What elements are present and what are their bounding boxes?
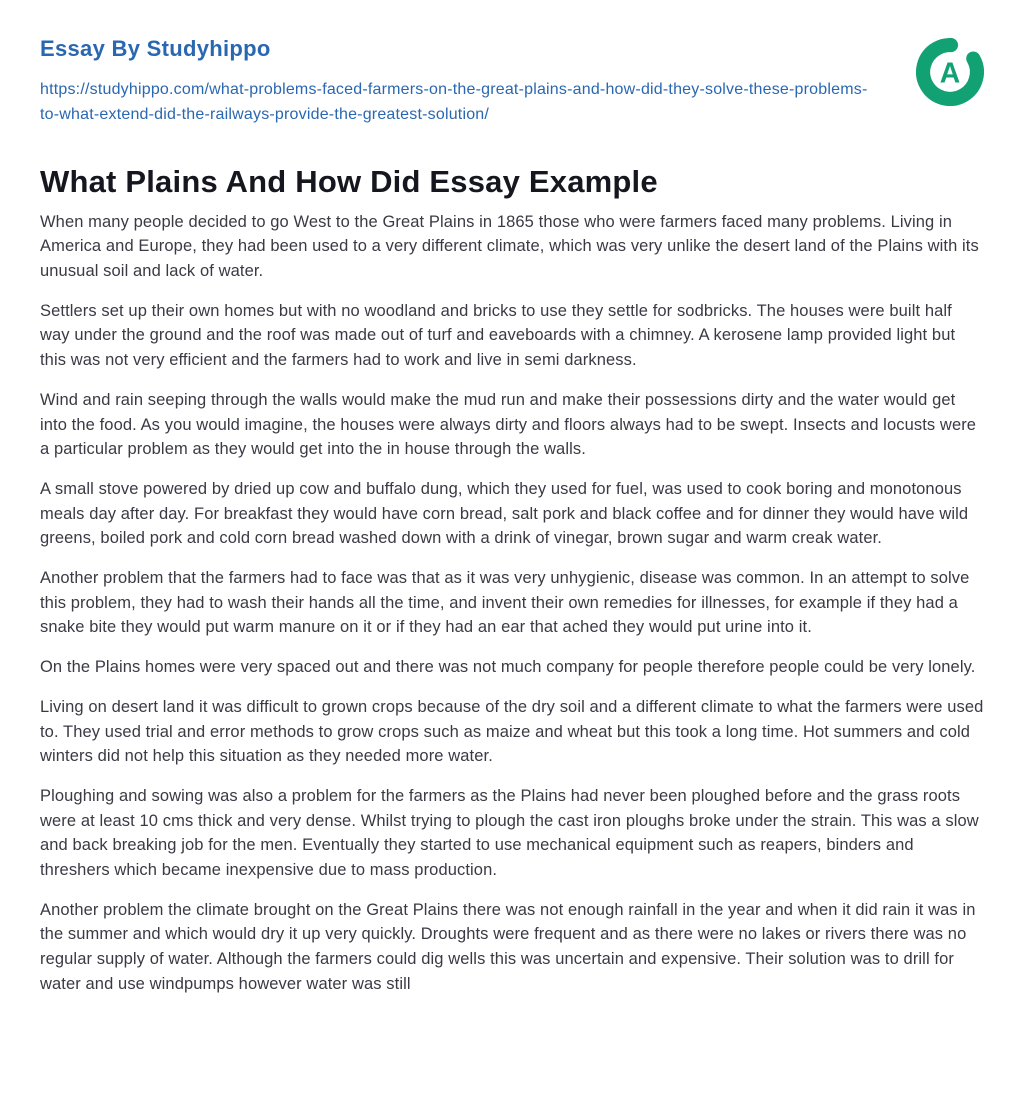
essay-body: [40, 210, 984, 997]
byline: Essay By Studyhippo: [40, 36, 271, 61]
studyhippo-logo-icon: [916, 38, 984, 106]
essay-paragraph: Living on desert land it was difficult to grown crops because of the dry soil and a different climate to what the farmers were used to. They used trial and error methods to grow crops such as maize and wheat but this took a long time. Hot summers and cold winters did not help this situation as they needed more water.: [40, 697, 984, 766]
header-text-block: [40, 36, 885, 128]
logo-letter: A: [939, 57, 961, 90]
essay-content: [40, 164, 984, 997]
essay-paragraph: A small stove powered by dried up cow and buffalo dung, which they used for fuel, was used to cook boring and monotonous meals day after day. For breakfast they would have corn bread, salt pork and black coffee and for dinner they would have wild greens, boiled pork and cold corn bread washed down with a drink of vinegar, brown sugar and warm creak water.: [40, 479, 969, 548]
essay-paragraph: On the Plains homes were very spaced out and there was not much company for people therefore people could be very lonely.: [40, 658, 976, 677]
essay-paragraph: Another problem the climate brought on the Great Plains there was not enough rainfall in the year and when it did rain it was in the summer and which would dry it up very quickly. Droughts were frequent and as there were no lakes or rivers there was no regular supply of water. Although the farmers could dig wells this was uncertain and expensive. Their solution was to drill for water and use windpumps however water was still: [40, 900, 976, 993]
essay-paragraph: Another problem that the farmers had to face was that as it was very unhygienic, disease was common. In an attempt to solve this problem, they had to wash their hands all the time, and invent their own remedies for illnesses, for example if they had a snake bite they would put warm manure on it or if they had an ear that ached they would put urine into it.: [40, 569, 970, 637]
essay-paragraph: Ploughing and sowing was also a problem for the farmers as the Plains had never been ploughed before and the grass roots were at least 10 cms thick and very dense. Whilst trying to plough the cast iron ploughs broke under the strain. This was a slow and back breaking job for the men. Eventually they started to use mechanical equipment such as reapers, binders and threshers which became inexpensive due to mass production.: [40, 786, 979, 880]
essay-paragraph: When many people decided to go West to the Great Plains in 1865 those who were farmers faced many problems. Living in America and Europe, they had been used to a very different climate, which was very unlike the desert land of the Plains with its unusual soil and lack of water.: [40, 212, 979, 280]
essay-title: What Plains And How Did Essay Example: [40, 163, 658, 199]
source-url-link[interactable]: https://studyhippo.com/what-problems-faced-farmers-on-the-great-plains-and-how-did-they-solve-these-problems-to-what-extend-did-the-railways-provide-the-greatest-solution/: [40, 81, 868, 123]
essay-paragraph: Wind and rain seeping through the walls would make the mud run and make their possessions dirty and the water would get into the food. As you would imagine, the houses were always dirty and floors always had to be swept. Insects and locusts were a particular problem as they would get into the in house through the walls.: [40, 390, 977, 459]
essay-paragraph: Settlers set up their own homes but with no woodland and bricks to use they settle for sodbricks. The houses were built half way under the ground and the roof was made out of turf and eaveboards with a chimney. A kerosene lamp provided light but this was not very efficient and the farmers had to work and live in semi darkness.: [40, 301, 956, 370]
page-header: [40, 36, 984, 128]
